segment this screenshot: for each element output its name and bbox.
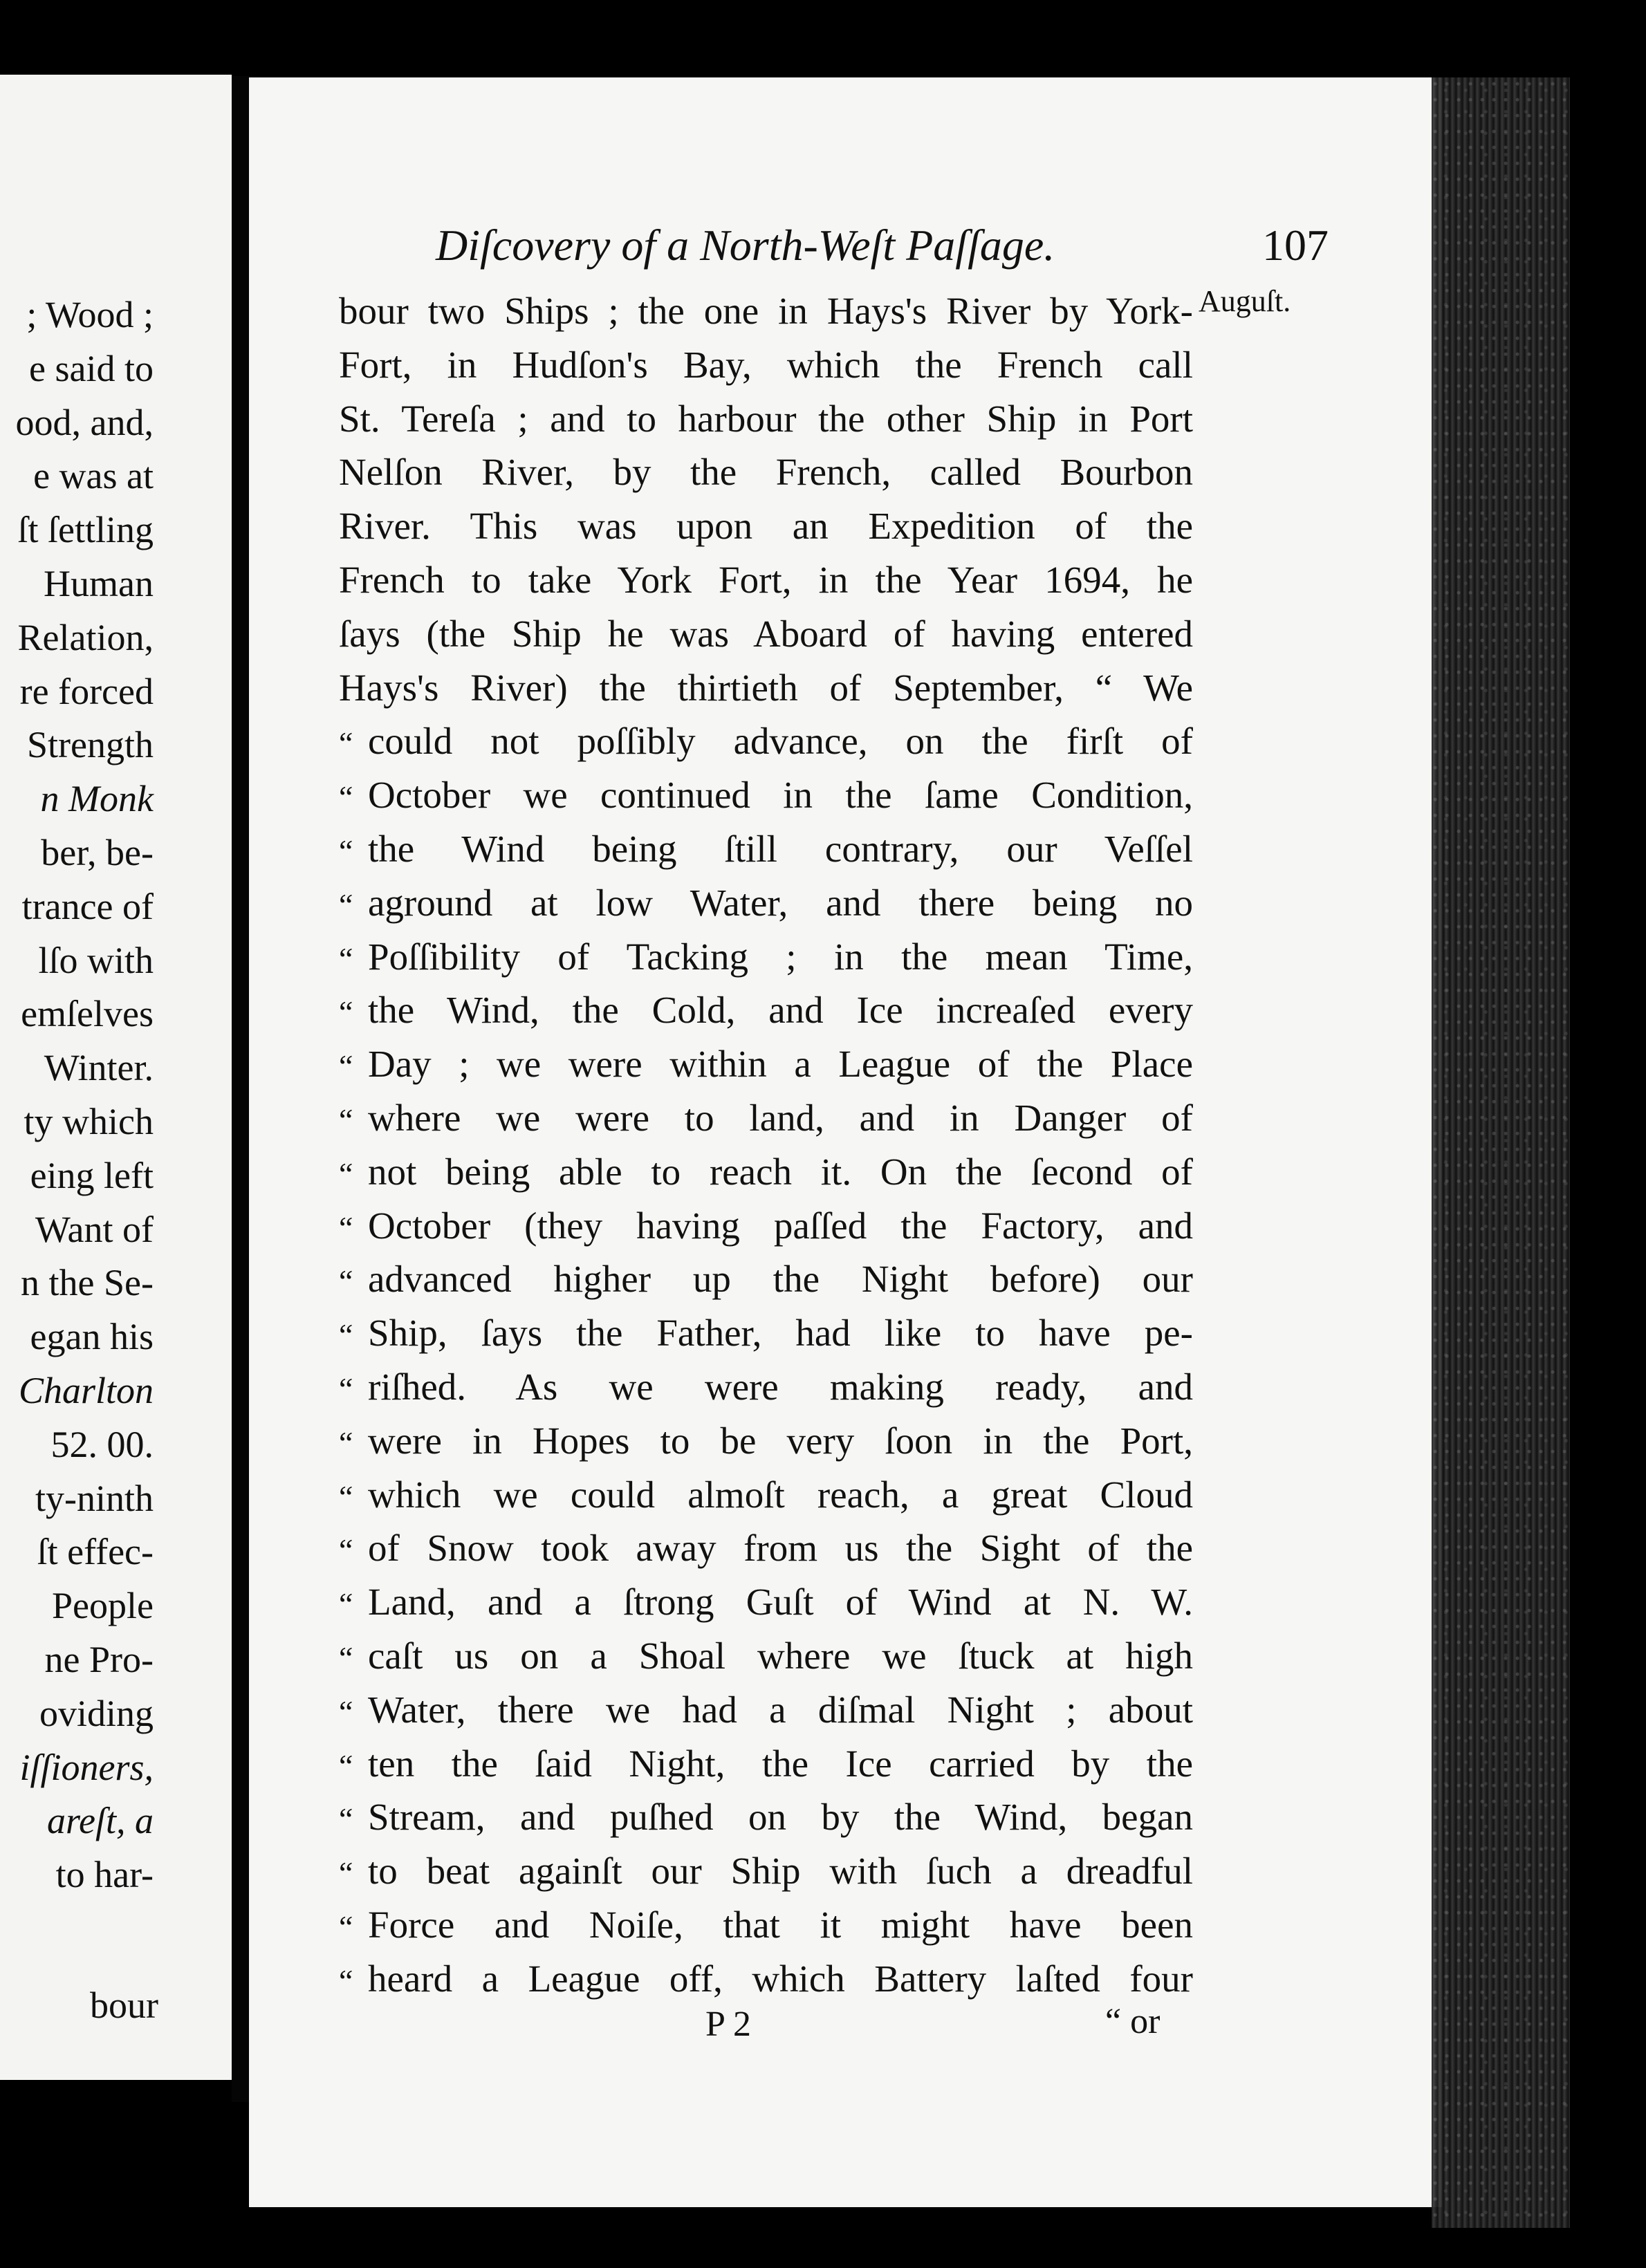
text-line xyxy=(339,1795,1193,1849)
running-head: Diſcovery of a North-Weſt Paſſage. xyxy=(436,221,1055,270)
quote-mark: “ xyxy=(339,1855,353,1891)
left-page-line: emſelves xyxy=(21,993,154,1035)
line-text: Water, there we had a diſmal Night ; about xyxy=(368,1688,1193,1731)
line-text: Nelſon River, by the French, called Bourbon xyxy=(339,451,1193,494)
line-text: to beat againſt our Ship with ſuch a dreadful xyxy=(368,1850,1193,1893)
quote-mark: “ xyxy=(339,1370,353,1406)
line-text: the Wind being ſtill contrary, our Veſſel xyxy=(368,827,1193,870)
line-text: Poſſibility of Tacking ; in the mean Time, xyxy=(368,935,1193,978)
left-page-line: ſt effec- xyxy=(37,1531,154,1573)
left-page-line: Strength xyxy=(27,724,154,766)
line-text: ſays (the Ship he was Aboard of having entered xyxy=(339,612,1193,655)
quote-mark: “ xyxy=(339,1693,353,1729)
left-page-line: ; Wood ; xyxy=(26,294,154,335)
line-text: the Wind, the Cold, and Ice increaſed every xyxy=(368,989,1193,1032)
text-line xyxy=(339,1957,1193,2011)
text-line xyxy=(339,935,1193,989)
line-text: River. This was upon an Expedition of the xyxy=(339,505,1193,548)
catchword: “ or xyxy=(1105,2002,1160,2041)
line-text: not being able to reach it. On the ſecond of xyxy=(368,1150,1193,1193)
left-page-line: ty-ninth xyxy=(35,1477,154,1519)
text-line xyxy=(339,1742,1193,1796)
left-page-line: e said to xyxy=(29,347,154,389)
line-text: October we continued in the ſame Condition, xyxy=(368,774,1193,817)
body-text xyxy=(339,289,1193,2011)
left-page-line: areſt, a xyxy=(47,1800,154,1842)
left-page-line: ne Pro- xyxy=(44,1639,154,1680)
left-page-line: Human xyxy=(44,563,154,604)
quote-mark: “ xyxy=(339,1962,353,1998)
line-text: ten the ſaid Night, the Ice carried by the xyxy=(368,1742,1193,1785)
quote-mark: “ xyxy=(339,1317,353,1353)
page-number: 107 xyxy=(1262,221,1329,270)
quote-mark: “ xyxy=(339,1048,353,1084)
line-text: Land, and a ſtrong Guſt of Wind at N. W. xyxy=(368,1581,1193,1624)
line-text: Fort, in Hudſon's Bay, which the French call xyxy=(339,343,1193,386)
line-text: Stream, and puſhed on by the Wind, began xyxy=(368,1796,1193,1839)
text-line xyxy=(339,1042,1193,1096)
text-line xyxy=(339,1688,1193,1742)
quote-mark: “ xyxy=(339,1801,353,1837)
text-line xyxy=(339,719,1193,773)
text-line xyxy=(339,773,1193,827)
left-page-line: re forced xyxy=(19,670,154,712)
text-line xyxy=(339,1419,1193,1473)
left-page-line: iſſioners, xyxy=(19,1746,154,1788)
text-line xyxy=(339,827,1193,881)
text-line xyxy=(339,1150,1193,1204)
text-line xyxy=(339,343,1193,397)
left-page-line: lſo with xyxy=(38,939,154,981)
quote-mark: “ xyxy=(339,1747,353,1783)
signature-mark: P 2 xyxy=(705,2005,751,2044)
left-page xyxy=(0,75,232,2080)
text-line xyxy=(339,450,1193,504)
left-page-line: egan his xyxy=(30,1316,154,1358)
line-text: Force and Noiſe, that it might have been xyxy=(368,1903,1193,1946)
text-line xyxy=(339,1204,1193,1258)
quote-mark: “ xyxy=(339,940,353,976)
left-page-line: 52. 00. xyxy=(50,1423,154,1465)
line-text: heard a League off, which Battery laſted four xyxy=(368,1957,1193,2000)
left-page-line: ber, be- xyxy=(41,832,154,873)
text-line xyxy=(339,988,1193,1042)
line-text: Ship, ſays the Father, had like to have pe- xyxy=(368,1312,1193,1355)
line-text: caſt us on a Shoal where we ſtuck at high xyxy=(368,1634,1193,1677)
quote-mark: “ xyxy=(339,1908,353,1944)
page-edges xyxy=(1432,77,1570,2228)
quote-mark: “ xyxy=(339,1209,353,1245)
left-page-line: Want of xyxy=(35,1208,154,1250)
left-page-line: Winter. xyxy=(44,1047,154,1089)
text-line xyxy=(339,504,1193,558)
quote-mark: “ xyxy=(339,994,353,1030)
quote-mark: “ xyxy=(339,1424,353,1460)
left-page-catchword: bour xyxy=(90,1984,158,2026)
quote-mark: “ xyxy=(339,886,353,922)
quote-mark: “ xyxy=(339,1532,353,1568)
line-text: aground at low Water, and there being no xyxy=(368,881,1193,924)
text-line xyxy=(339,289,1193,343)
line-text: where we were to land, and in Danger of xyxy=(368,1096,1193,1139)
quote-mark: “ xyxy=(339,1155,353,1191)
left-page-line: e was at xyxy=(33,455,154,497)
text-line xyxy=(339,666,1193,720)
quote-mark: “ xyxy=(339,1263,353,1299)
text-line xyxy=(339,1526,1193,1580)
left-page-line: trance of xyxy=(21,885,154,927)
quote-mark: “ xyxy=(339,1102,353,1137)
line-text: French to take York Fort, in the Year 1694, he xyxy=(339,558,1193,601)
line-text: riſhed. As we were making ready, and xyxy=(368,1365,1193,1408)
quote-mark: “ xyxy=(339,725,353,761)
text-line xyxy=(339,558,1193,612)
line-text: Hays's River) the thirtieth of September, “ We xyxy=(339,666,1193,709)
left-page-line: to har- xyxy=(55,1854,154,1896)
left-page-line: ty which xyxy=(24,1101,154,1142)
text-line xyxy=(339,1365,1193,1419)
text-line xyxy=(339,1096,1193,1150)
text-line xyxy=(339,1311,1193,1365)
line-text: which we could almoſt reach, a great Cloud xyxy=(368,1473,1193,1516)
text-line xyxy=(339,1473,1193,1527)
left-page-line: People xyxy=(52,1585,154,1627)
left-page-line: n the Se- xyxy=(21,1262,154,1304)
text-line xyxy=(339,1257,1193,1311)
text-line xyxy=(339,1849,1193,1903)
left-page-line: ood, and, xyxy=(15,401,154,443)
text-line xyxy=(339,612,1193,666)
text-line xyxy=(339,1634,1193,1688)
line-text: October (they having paſſed the Factory, and xyxy=(368,1204,1193,1247)
margin-note: Auguſt. xyxy=(1199,284,1291,318)
quote-mark: “ xyxy=(339,779,353,815)
left-page-line: ſt ſettling xyxy=(17,509,154,551)
line-text: St. Tereſa ; and to harbour the other Ship in Port xyxy=(339,397,1193,440)
text-line xyxy=(339,1903,1193,1957)
quote-mark: “ xyxy=(339,1586,353,1622)
quote-mark: “ xyxy=(339,1478,353,1514)
left-page-line: Charlton xyxy=(18,1370,154,1411)
line-text: of Snow took away from us the Sight of the xyxy=(368,1527,1193,1570)
left-page-line: n Monk xyxy=(40,778,154,820)
line-text: bour two Ships ; the one in Hays's River by York- xyxy=(339,290,1193,332)
text-line xyxy=(339,881,1193,935)
line-text: advanced higher up the Night before) our xyxy=(368,1258,1193,1301)
left-page-line: eing left xyxy=(30,1154,154,1196)
text-line xyxy=(339,397,1193,451)
left-page-line: Relation, xyxy=(17,616,154,658)
line-text: were in Hopes to be very ſoon in the Port, xyxy=(368,1419,1193,1462)
quote-mark: “ xyxy=(339,1639,353,1675)
quote-mark: “ xyxy=(339,833,353,868)
text-line xyxy=(339,1580,1193,1634)
line-text: could not poſſibly advance, on the firſt of xyxy=(368,720,1193,763)
left-page-line: oviding xyxy=(39,1692,154,1734)
line-text: Day ; we were within a League of the Place xyxy=(368,1043,1193,1086)
